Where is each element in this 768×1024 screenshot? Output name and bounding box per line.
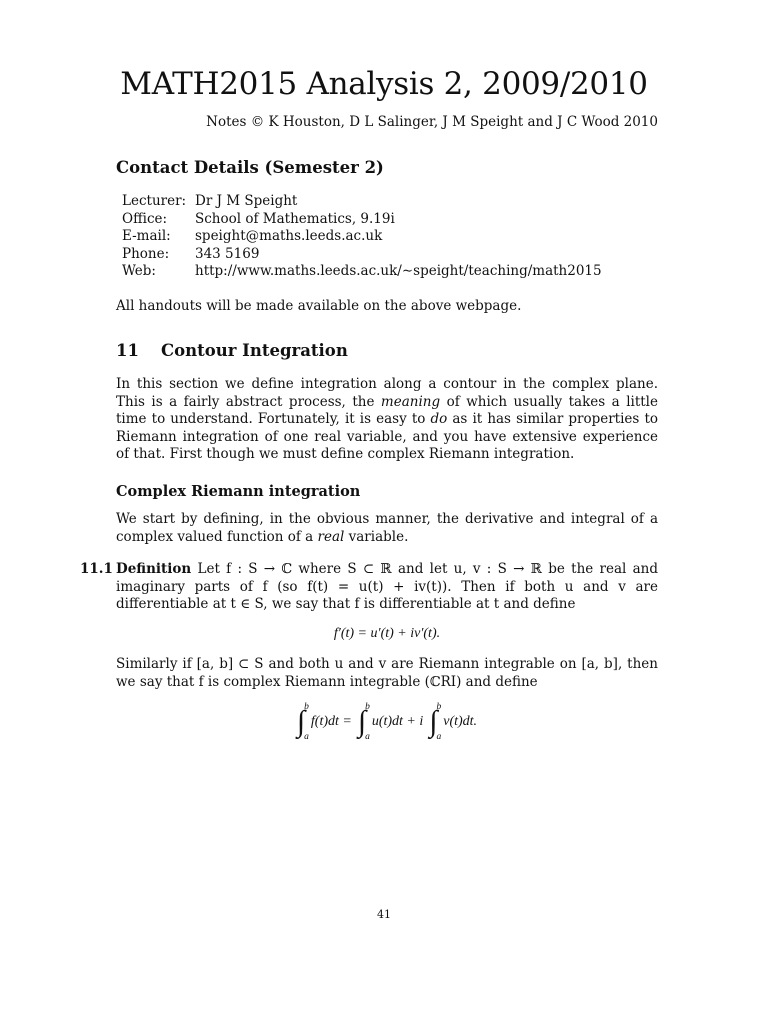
intro-text: In this section we define integration along a contour in the complex plane. This is a fairly abstract process, the: [116, 376, 658, 410]
contact-table: [122, 193, 602, 281]
contact-key: Lecturer:: [122, 193, 187, 209]
section-number: 11: [116, 341, 139, 360]
contact-key: Office:: [122, 210, 168, 227]
contact-key: Phone:: [122, 245, 170, 262]
contact-row: [122, 193, 602, 211]
definition-text: [116, 561, 658, 614]
contact-row: [122, 263, 602, 281]
integral-equation: [116, 702, 658, 742]
integral-term: v(t)dt.: [443, 714, 478, 729]
contact-value: Dr J M Speight: [195, 193, 298, 209]
page-number: 41: [377, 908, 391, 921]
integral-term: u(t)dt + i: [371, 714, 424, 729]
section-intro: [116, 376, 658, 464]
definition-continued: Similarly if [a, b] ⊂ S and both u and v are Riemann integrable on [a, b], then we say that f is complex Riemann integrable (ℂRI) and define: [116, 656, 658, 690]
integral-sign: ∫: [296, 705, 306, 738]
definition-body: Let f : S → ℂ where S ⊂ ℝ and let u, v : S → ℝ be the real and imaginary parts of f (so f(t) = u(t) + iv(t)). Then if both u and v are differentiable at t ∈ S, we say that f is differentiable at t and define: [116, 561, 658, 612]
contact-email[interactable]: speight@maths.leeds.ac.uk: [195, 228, 383, 244]
copyright-notes: Notes © K Houston, D L Salinger, J M Speight and J C Wood 2010: [206, 114, 658, 130]
contact-value: 343 5169: [195, 245, 260, 262]
contact-key: E-mail:: [122, 228, 171, 244]
subsection-heading: Complex Riemann integration: [116, 483, 361, 500]
lower-limit: a: [304, 732, 309, 742]
integral-1: [297, 702, 309, 742]
contact-heading: Contact Details (Semester 2): [116, 158, 384, 177]
intro-emphasis: meaning: [380, 393, 441, 410]
integral-sign: ∫: [357, 705, 367, 738]
handouts-note: All handouts will be made available on the above webpage.: [116, 298, 522, 314]
lower-limit: a: [365, 732, 370, 742]
upper-limit: b: [304, 702, 309, 712]
integral-term: f(t)dt =: [310, 714, 352, 729]
document-title: MATH2015 Analysis 2, 2009/2010: [120, 66, 648, 102]
contact-value: School of Mathematics, 9.19i: [195, 210, 395, 227]
derivative-equation: [116, 626, 658, 642]
definition-label: Definition: [116, 561, 192, 577]
subsection-emphasis: real: [317, 528, 345, 545]
section-heading: [116, 341, 348, 360]
contact-row: [122, 246, 602, 264]
lower-limit: a: [436, 732, 442, 742]
integral-2: [358, 702, 370, 742]
contact-key: Web:: [122, 263, 156, 279]
contact-row: [122, 228, 602, 246]
derivative-formula: f′(t) = u′(t) + iv′(t).: [333, 626, 441, 641]
upper-limit: b: [365, 702, 370, 712]
contact-row: [122, 211, 602, 229]
upper-limit: b: [436, 702, 442, 712]
section-title: Contour Integration: [160, 341, 348, 360]
intro-emphasis: do: [430, 411, 448, 427]
intro-text: of which usually takes a little time to understand. Fortunately, it is easy to: [116, 393, 658, 427]
subsection-text: variable.: [344, 528, 409, 545]
integral-sign: ∫: [429, 705, 438, 738]
contact-web-link[interactable]: http://www.maths.leeds.ac.uk/∼speight/teaching/math2015: [195, 263, 602, 279]
intro-text: as it has similar properties to Riemann integration of one real variable, and you have extensive experience of that. First though we must define complex Riemann integration.: [116, 411, 659, 462]
subsection-text: We start by defining, in the obvious manner, the derivative and integral of a complex valued function of a: [116, 511, 658, 545]
subsection-intro: [116, 511, 658, 546]
definition-number: 11.1: [80, 561, 113, 577]
integral-3: [429, 702, 441, 742]
